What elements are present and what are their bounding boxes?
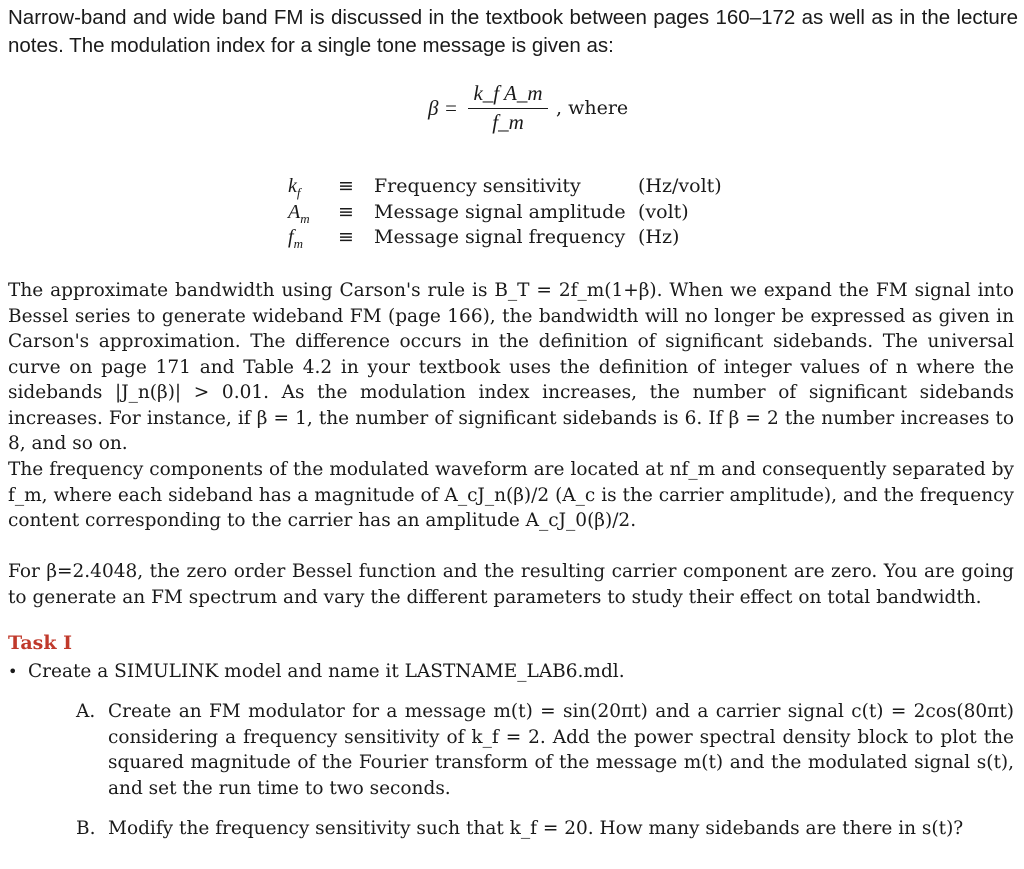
equiv-sign: ≡: [338, 200, 354, 223]
bessel-zero-paragraph: For β=2.4048, the zero order Bessel function and the resulting carrier component are zero. You are going to generate an FM spectrum and vary the different parameters to study their effect on total bandwidth.: [8, 561, 1014, 608]
definition-symbol: $A_m$: [288, 200, 310, 226]
modulation-index-formula: [428, 80, 728, 142]
formula-numerator: k_f A_m: [473, 81, 543, 105]
item-text: Modify the frequency sensitivity such that k_f = 20. How many sidebands are there in s(t)?: [108, 818, 964, 839]
definitions-table: [288, 174, 722, 251]
item-letter: B.: [76, 818, 96, 839]
definition-row: [288, 225, 722, 251]
intro-paragraph: Narrow-band and wide band FM is discussed in the textbook between pages 160–172 as well as in the lecture notes. The modulation index for a single tone message is given as:: [8, 6, 1018, 57]
definition-description: Message signal amplitude: [374, 200, 626, 223]
definition-description: Message signal frequency: [374, 226, 626, 248]
item-letter: A.: [76, 701, 96, 722]
equiv-sign: ≡: [338, 226, 354, 248]
definition-symbol: $k_f$: [288, 175, 301, 200]
definition-unit: (Hz): [638, 226, 680, 248]
definition-row: [288, 174, 722, 200]
formula-fraction: [464, 80, 552, 135]
carson-paragraph: The approximate bandwidth using Carson's rule is B_T = 2f_m(1+β). When we expand the FM signal into Bessel series to generate wideband FM (page 166), the bandwidth will no longer be expressed as given in Carson's approximation. The difference occurs in the definition of significant sidebands. The universal curve on page 171 and Table 4.2 in your textbook uses the definition of integer values of n where the sidebands |J_n(β)| > 0.01. As the modulation index increases, the number of significant sidebands increases. For instance, if β = 1, the number of significant sidebands is 6. If β = 2 the number increases to 8, and so on.: [8, 280, 1014, 454]
task-bullet: [8, 659, 625, 684]
definition-unit: (Hz/volt): [638, 175, 722, 197]
task-heading: Task I: [8, 632, 72, 654]
frequency-components-paragraph: The frequency components of the modulated waveform are located at nf_m and consequently separated by f_m, where each sideband has a magnitude of A_cJ_n(β)/2 (A_c is the carrier amplitude), and the frequency content corresponding to the carrier has an amplitude A_cJ_0(β)/2.: [8, 459, 1014, 531]
definition-row: [288, 200, 722, 226]
formula-suffix: , where: [556, 97, 629, 119]
bullet-icon: •: [8, 662, 18, 681]
item-text: Create an FM modulator for a message m(t) = sin(20πt) and a carrier signal c(t) = 2cos(80πt) considering a frequency sensitivity of k_f = 2. Add the power spectral density block to plot the squared magnitude of the Fourier transform of the message m(t) and the modulated signal s(t), and set the run time to two seconds.: [108, 701, 1014, 799]
definition-unit: (volt): [638, 200, 689, 223]
definition-description: Frequency sensitivity: [374, 175, 581, 197]
equiv-sign: ≡: [338, 175, 354, 197]
task-bullet-text: Create a SIMULINK model and name it LASTNAME_LAB6.mdl.: [28, 661, 625, 682]
formula-denominator: f_m: [492, 110, 524, 134]
formula-lhs: β =: [428, 96, 458, 120]
definition-symbol: $f_m$: [288, 226, 303, 251]
